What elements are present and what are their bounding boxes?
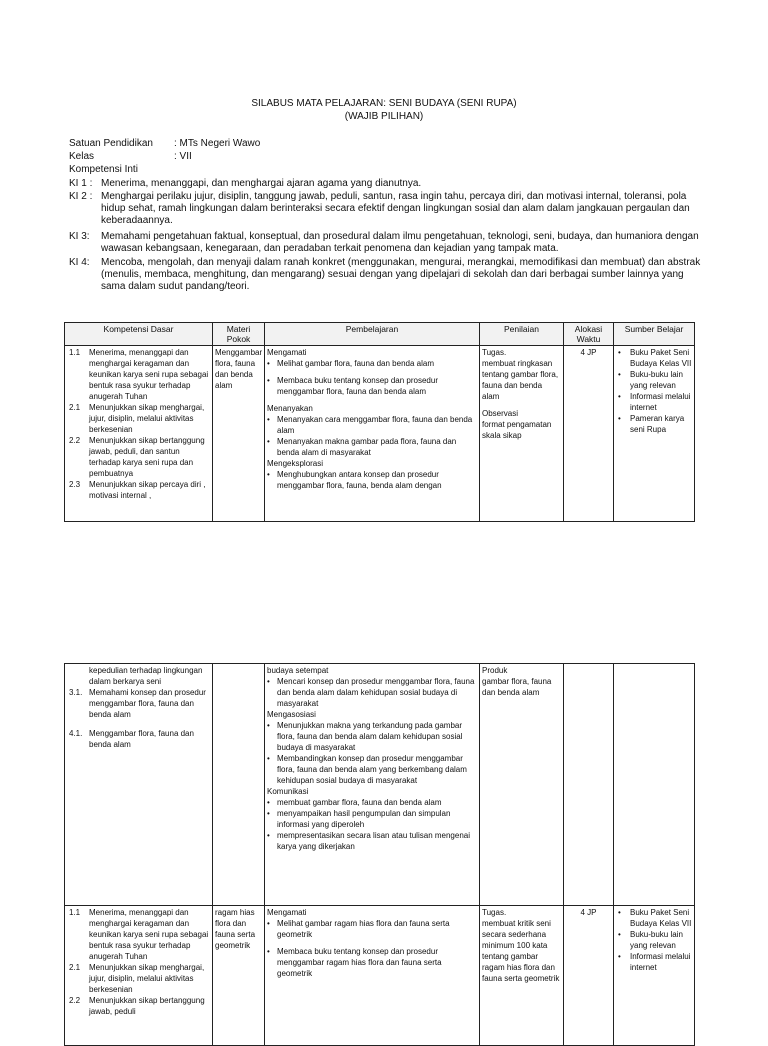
kd-text: Menunjukkan sikap bertanggung jawab, peduli [89, 996, 205, 1016]
kd-number: 3.1. [69, 688, 83, 697]
activity-item: • menyampaikan hasil pengumpulan dan simpulan informasi yang diperoleh [267, 808, 477, 830]
kd-number: 2.1 [69, 963, 81, 972]
activity-item: • mempresentasikan secara lisan atau tulisan mengenai karya yang dikerjakan [267, 830, 477, 852]
kd-number: 1.1 [69, 908, 81, 917]
kd-number: 2.3 [69, 480, 81, 489]
text-line: membuat kritik seni secara sederhana minimum 100 kata tentang gambar ragam hias flora dan fauna serta geometrik [482, 919, 560, 983]
header-pembelajaran: Pembelajaran [265, 323, 480, 346]
activity-item: • Menanyakan makna gambar pada flora, fauna dan benda alam di masyarakat [267, 436, 477, 458]
penilaian-cell [480, 346, 564, 522]
activity-item: • Menanyakan cara menggambar flora, fauna dan benda alam [267, 414, 477, 436]
pembelajaran-cell [265, 664, 480, 906]
sumber-cell [614, 346, 695, 522]
activity-heading: Menanyakan [267, 404, 313, 413]
alokasi-cell [564, 664, 614, 906]
kd-text: Memahami konsep dan prosedur menggambar flora, fauna dan benda alam [89, 688, 206, 719]
kd-text: Menunjukkan sikap menghargai, jujur, disiplin, melalui aktivitas berkesenian [89, 963, 205, 994]
satuan-label: Satuan Pendidikan [69, 138, 153, 149]
kd-item [67, 435, 210, 479]
ki-text: Menghargai perilaku jujur, disiplin, tanggung jawab, peduli, santun, rasa ingin tahu, percaya diri, dan motivasi internal, toleransi, pola hidup sehat, ramah lingkungan dalam berinteraksi secara efektif dengan lingkungan sosial dan alam dalam jangkauan pergaulan dan keberadaannya. [101, 191, 690, 226]
alokasi-cell: 4 JP [564, 346, 614, 522]
text-line: Produk [482, 666, 508, 675]
penilaian-cell [480, 906, 564, 1046]
ki-label: KI 1 : [69, 178, 93, 189]
sumber-item: • Buku Paket Seni Budaya Kelas VII [616, 907, 692, 929]
ki-item [69, 178, 709, 190]
pembelajaran-cell [265, 906, 480, 1046]
text-line: Tugas. [482, 908, 507, 917]
activity-item: • membuat gambar flora, fauna dan benda alam [267, 797, 477, 808]
sumber-cell [614, 906, 695, 1046]
ki-label: KI 2 : [69, 191, 93, 202]
text-line: Observasi [482, 409, 519, 418]
ki-text: Memahami pengetahuan faktual, konseptual, dan prosedural dalam ilmu pengetahuan, teknologi, seni, budaya, dan humaniora dengan wawasan kebangsaan, kenegaraan, dan peradaban terkait penomena dan kejadian yang tampak mata. [101, 231, 699, 254]
ki-text: Mencoba, mengolah, dan menyaji dalam ranah konkret (menggunakan, mengurai, merangkai, memodifikasi dan membuat) dan abstrak (menulis, membaca, menghitung, dan mengarang) sesuai dengan yang dipelajari di sekolah dan dari berbagai sumber lainnya yang sama dalam sudut pandang/teori. [101, 257, 701, 292]
sumber-item: • Informasi melalui internet [616, 391, 692, 413]
kd-text: kepedulian terhadap lingkungan dalam berkarya seni [89, 666, 203, 686]
text-line: membuat ringkasan tentang gambar flora, fauna dan benda alam [482, 359, 559, 401]
kd-number: 2.2 [69, 996, 81, 1005]
ki-item [69, 231, 709, 255]
ki-label: KI 4: [69, 257, 90, 268]
header-sumber-belajar: Sumber Belajar [614, 323, 695, 346]
kd-item [67, 728, 210, 750]
activity-item: • Menghubungkan antara konsep dan prosedur menggambar flora, fauna, benda alam dengan [267, 469, 477, 491]
text-line: budaya setempat [267, 666, 329, 675]
kd-number: 4.1. [69, 729, 83, 738]
activity-heading: Mengamati [267, 348, 307, 357]
activity-heading: Mengamati [267, 908, 307, 917]
header-penilaian: Penilaian [480, 323, 564, 346]
kd-text: Menunjukkan sikap bertanggung jawab, peduli, dan santun terhadap karya seni rupa dan pembuatnya [89, 436, 205, 478]
text-line: gambar flora, fauna dan benda alam [482, 677, 552, 697]
document-title: SILABUS MATA PELAJARAN: SENI BUDAYA (SENI RUPA) [251, 98, 517, 109]
document-subtitle: (WAJIB PILIHAN) [344, 111, 424, 122]
kd-item [67, 479, 210, 501]
sumber-item: • Buku-buku lain yang relevan [616, 369, 692, 391]
ki-item [69, 257, 709, 293]
kompetensi-inti-title: Kompetensi Inti [69, 164, 138, 175]
activity-item: • Menunjukkan makna yang terkandung pada gambar flora, fauna dan benda alam dalam kehidupan sosial budaya di masyarakat [267, 720, 477, 753]
satuan-value: : MTs Negeri Wawo [174, 138, 261, 149]
kd-cell [65, 664, 213, 906]
sumber-item: • Pameran karya seni Rupa [616, 413, 692, 435]
text-line: format pengamatan skala sikap [482, 420, 552, 440]
kd-item [67, 687, 210, 720]
kd-item [67, 995, 210, 1017]
kelas-row [69, 151, 192, 163]
activity-heading: Mengasosiasi [267, 710, 316, 719]
satuan-pendidikan-row [69, 138, 260, 150]
sumber-item: • Buku-buku lain yang relevan [616, 929, 692, 951]
penilaian-cell [480, 664, 564, 906]
kd-text: Menunjukkan sikap menghargai, jujur, disiplin, melalui aktivitas berkesenian [89, 403, 205, 434]
kd-text: Menggambar flora, fauna dan benda alam [89, 729, 194, 749]
text-line: Tugas. [482, 348, 507, 357]
pembelajaran-cell [265, 346, 480, 522]
header-alokasi-waktu: Alokasi Waktu [564, 323, 614, 346]
activity-item: • Melihat gambar ragam hias flora dan fauna serta geometrik [267, 918, 477, 940]
activity-item: • Mencari konsep dan prosedur menggambar flora, fauna dan benda alam dalam kehidupan sosial budaya di masyarakat [267, 676, 477, 709]
activity-item: • Membaca buku tentang konsep dan prosedur menggambar ragam hias flora dan fauna serta geometrik [267, 946, 477, 979]
kd-text: Menerima, menanggapi dan menghargai keragaman dan keunikan karya seni rupa sebagai bentuk rasa syukur terhadap anugerah Tuhan [89, 908, 209, 961]
syllabus-table-page2 [64, 663, 695, 1046]
materi-cell [213, 664, 265, 906]
kd-item [67, 347, 210, 402]
kd-item [67, 907, 210, 962]
ki-label: KI 3: [69, 231, 90, 242]
header-materi-pokok: Materi Pokok [213, 323, 265, 346]
activity-heading: Komunikasi [267, 787, 309, 796]
activity-item: • Melihat gambar flora, fauna dan benda alam [267, 358, 477, 369]
materi-cell: Menggambar flora, fauna dan benda alam [213, 346, 265, 522]
kd-cell [65, 346, 213, 522]
activity-item: • Membandingkan konsep dan prosedur menggambar flora, fauna dan benda alam yang berkembang dalam kehidupan sosial budaya di masyarakat [267, 753, 477, 786]
activity-heading: Mengeksplorasi [267, 459, 324, 468]
table-row [65, 906, 695, 1046]
kd-cell [65, 906, 213, 1046]
ki-item [69, 191, 709, 227]
sumber-item: • Buku Paket Seni Budaya Kelas VII [616, 347, 692, 369]
kd-number: 2.2 [69, 436, 81, 445]
kd-number: 2.1 [69, 403, 81, 412]
materi-cell: ragam hias flora dan fauna serta geometrik [213, 906, 265, 1046]
activity-item: • Membaca buku tentang konsep dan prosedur menggambar flora, fauna dan benda alam [267, 375, 477, 397]
table-row [65, 346, 695, 522]
kd-text: Menerima, menanggapi dan menghargai keragaman dan keunikan karya seni rupa sebagai bentuk rasa syukur terhadap anugerah Tuhan [89, 348, 209, 401]
syllabus-table-page1 [64, 322, 695, 522]
kelas-label: Kelas [69, 151, 95, 162]
ki-text: Menerima, menanggapi, dan menghargai ajaran agama yang dianutnya. [101, 178, 422, 189]
kd-text: Menunjukkan sikap percaya diri , motivasi internal , [89, 480, 206, 500]
kd-item [67, 720, 210, 728]
table-header-row [65, 323, 695, 346]
sumber-item: • Informasi melalui internet [616, 951, 692, 973]
table-row [65, 664, 695, 906]
kd-item [67, 402, 210, 435]
kd-item [67, 665, 210, 687]
kd-item [67, 962, 210, 995]
kelas-value: : VII [174, 151, 192, 162]
header-kompetensi-dasar: Kompetensi Dasar [65, 323, 213, 346]
kd-number: 1.1 [69, 348, 81, 357]
sumber-cell [614, 664, 695, 906]
alokasi-cell: 4 JP [564, 906, 614, 1046]
